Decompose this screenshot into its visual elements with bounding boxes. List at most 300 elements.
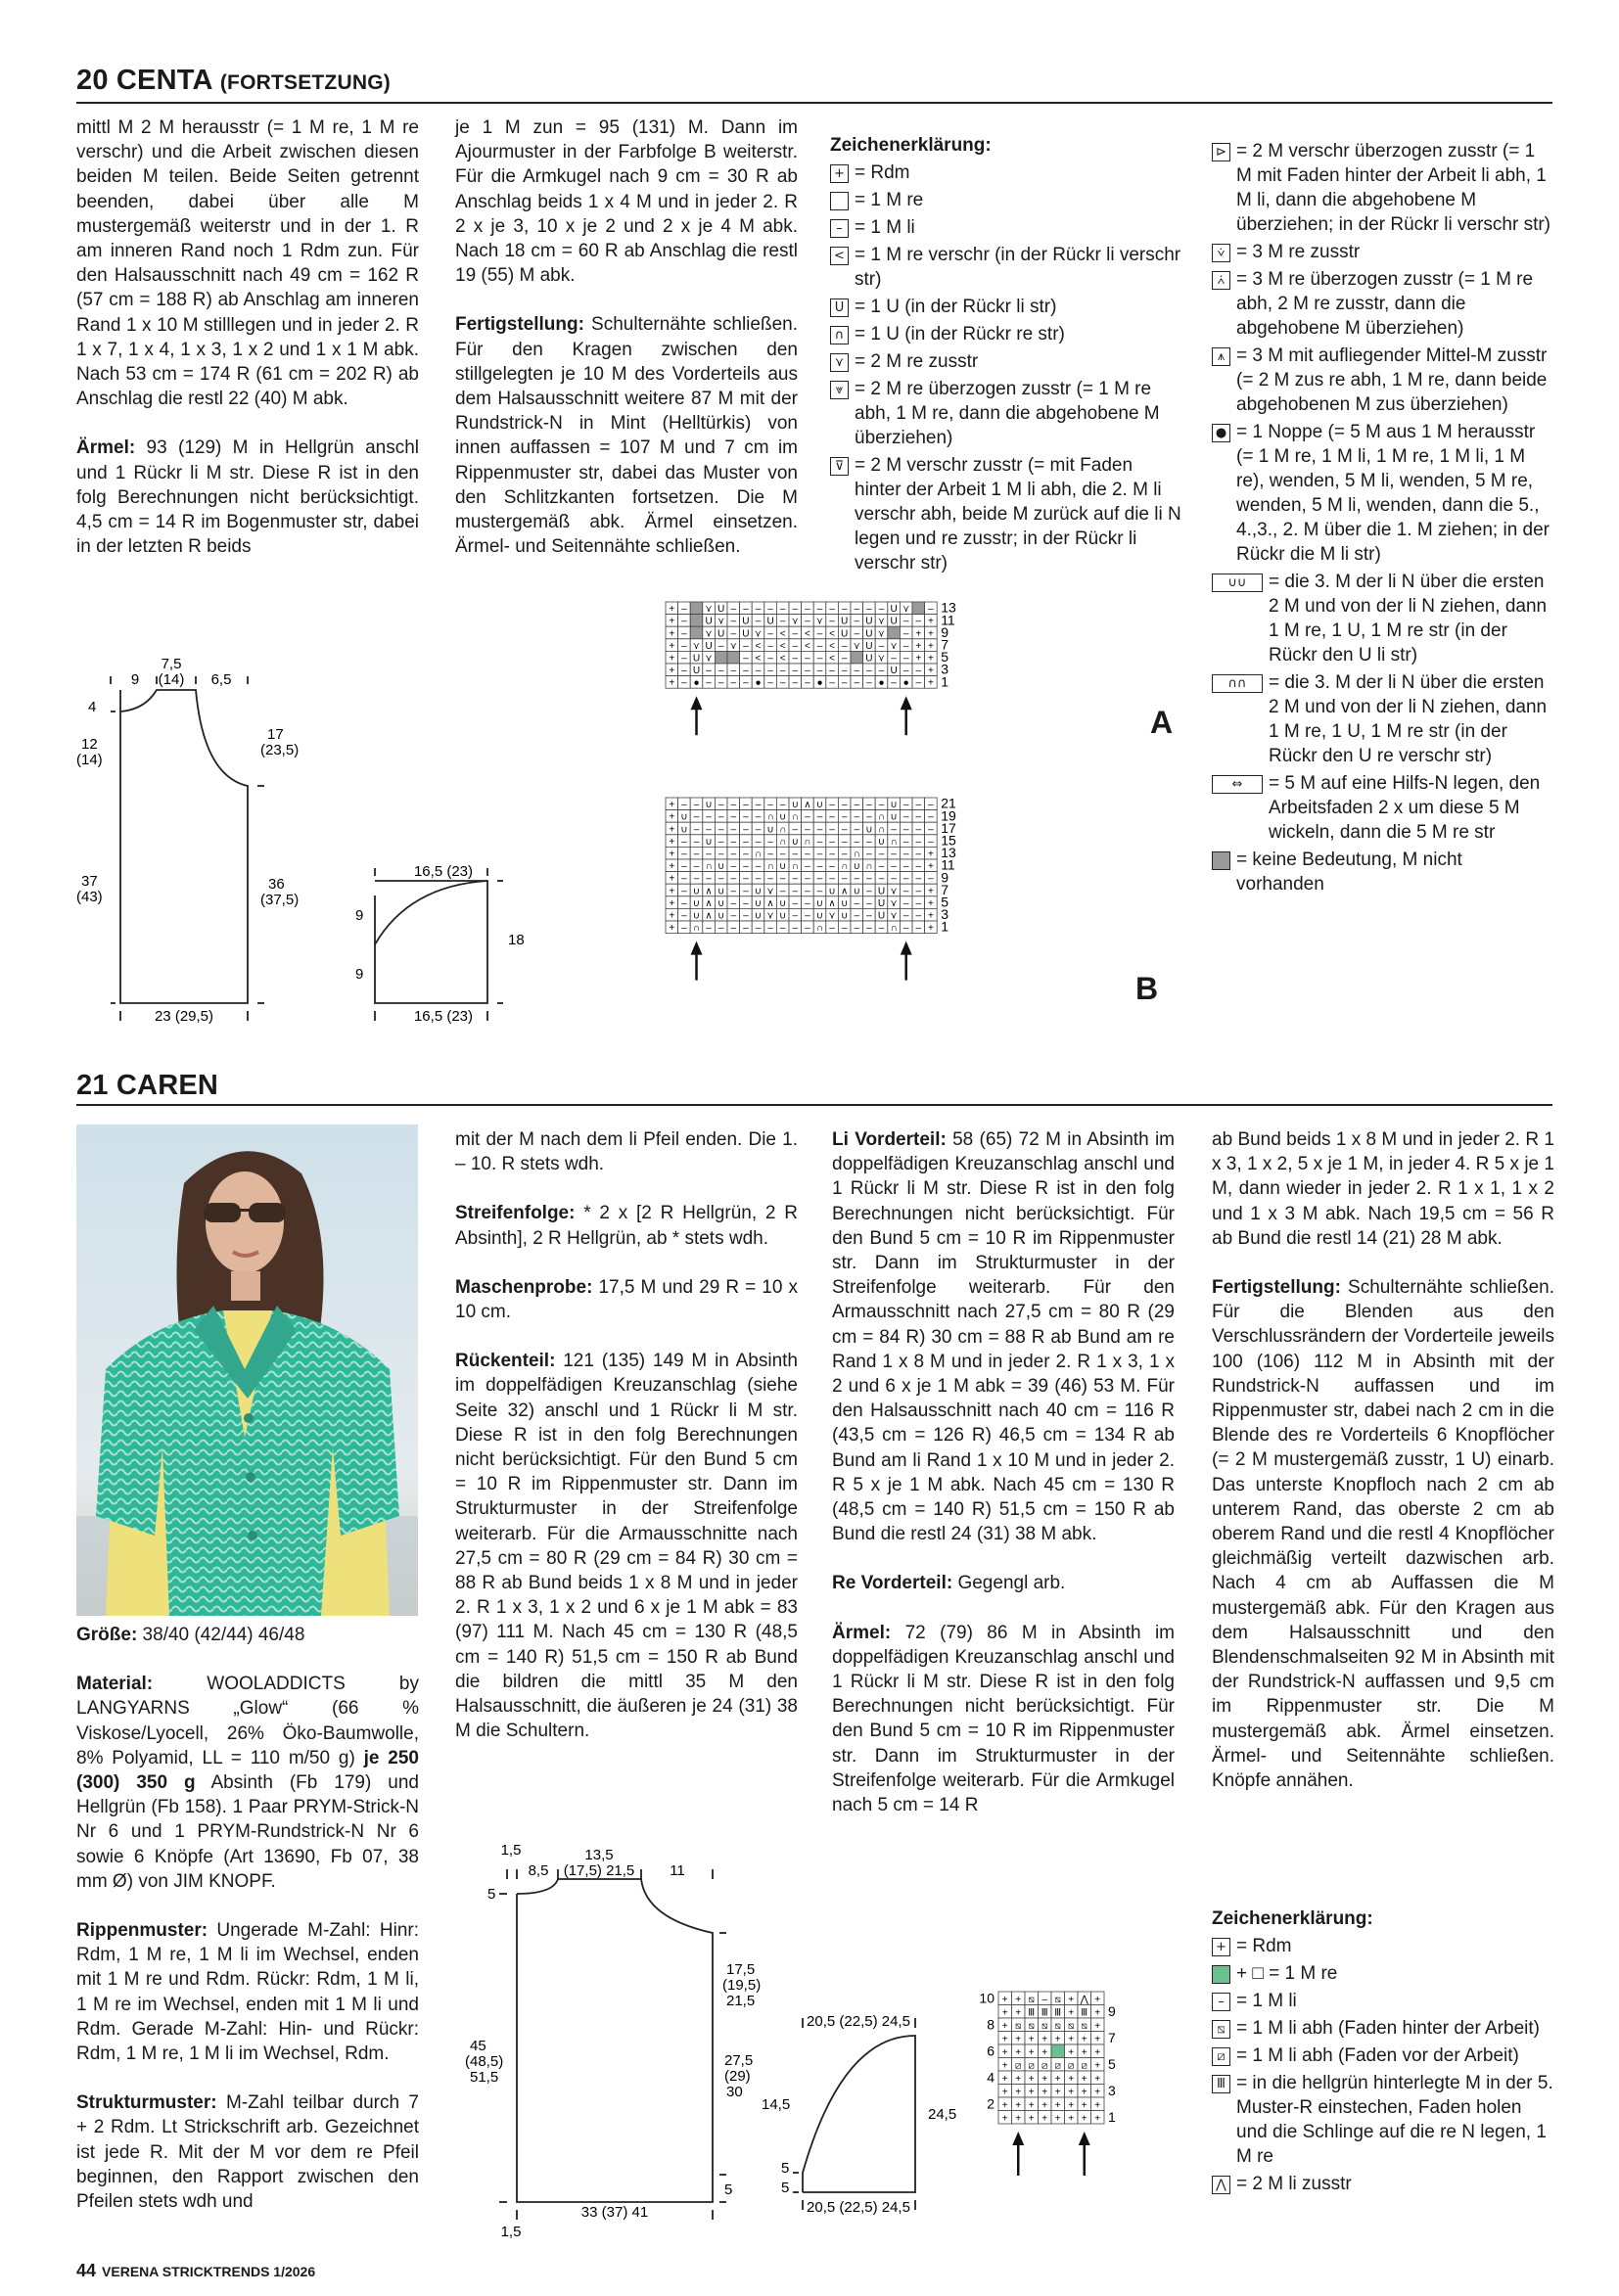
chart-symbol: ∩	[766, 861, 774, 873]
label-rippenmuster: Rippenmuster:	[76, 1920, 208, 1942]
chart-symbol: U	[705, 640, 713, 652]
legend-item-text: + □ = 1 M re	[1236, 1963, 1338, 1984]
chart-symbol: ∩	[779, 824, 787, 836]
legend-centa-left	[830, 135, 1182, 578]
chart-symbol: ⧅	[1054, 2020, 1061, 2032]
chart-symbol: –	[717, 824, 724, 836]
chart-symbol: +	[1001, 2113, 1008, 2125]
chart-symbol: ∪	[828, 886, 836, 897]
chart-symbol: –	[841, 849, 848, 860]
chart-symbol: –	[866, 604, 872, 616]
legend-item	[1212, 2016, 1554, 2041]
chart-symbol: –	[866, 800, 872, 811]
chart-symbol: ∩	[766, 811, 774, 823]
wrap-icon: ⇔	[1212, 775, 1263, 794]
repeat-arrow-head	[1079, 2132, 1090, 2145]
chart-symbol: –	[915, 897, 922, 909]
chart-symbol: –	[681, 861, 687, 873]
chart-symbol: U	[865, 640, 873, 652]
chart-a-label: A	[1150, 705, 1174, 740]
chart-symbol: –	[915, 910, 922, 922]
dim-top-neck: 7,5	[161, 656, 182, 672]
dim21-bottom: 33 (37) 41	[580, 2204, 649, 2221]
repeat-arrow-head	[1012, 2132, 1024, 2145]
chart-symbol: +	[1094, 2099, 1101, 2111]
chart-symbol: –	[779, 677, 786, 689]
chart-symbol: –	[730, 849, 737, 860]
chart-symbol: +	[1068, 1994, 1075, 2005]
chart-symbol: ∧	[705, 897, 713, 909]
chart-symbol: ⧄	[1028, 2060, 1035, 2072]
chart-symbol: –	[779, 849, 786, 860]
chart-row-label: 3	[941, 906, 948, 923]
chart-symbol: –	[693, 824, 700, 836]
chart-symbol: <	[755, 640, 762, 652]
chart-symbol: –	[693, 849, 700, 860]
chart-symbol: –	[767, 604, 773, 616]
chart-symbol: +	[1041, 2087, 1048, 2098]
dim-side-right-alt: (37,5)	[260, 892, 300, 908]
chart-symbol: +	[669, 910, 675, 922]
chart-symbol: –	[743, 897, 749, 909]
chart-symbol: –	[866, 923, 872, 935]
dim21-t3: 8,5	[528, 1862, 549, 1879]
chart-symbol: –	[816, 628, 823, 640]
chart-symbol: –	[717, 640, 724, 652]
chart-symbol: –	[730, 616, 737, 627]
chart-symbol: <	[779, 640, 786, 652]
chart-cell	[715, 651, 727, 664]
chart-symbol: –	[866, 811, 872, 823]
chart-symbol: –	[730, 666, 737, 677]
loop-icon: Ⅲ	[1212, 2075, 1230, 2093]
chart-symbol: –	[816, 666, 823, 677]
chart-symbol: ∩	[779, 836, 787, 848]
material-text-2: Absinth (Fb 179) und Hellgrün (Fb 158). 1 Paar PRYM-Strick-N Nr 6 und 1 PRYM-Rundstrick-N Nr 6 sowie 6 Knöpfe (Art 13690, Fb 07, 38 mm Ø) von JIM KNOPF.	[76, 1772, 419, 1892]
chart-symbol: ⋎	[766, 886, 774, 897]
dim21-left1: 45	[470, 2038, 486, 2054]
centa-body-outline	[120, 690, 248, 1003]
chart-symbol: ⋎	[815, 616, 824, 627]
chart-symbol: –	[902, 811, 909, 823]
label-size: Größe:	[76, 1625, 138, 1645]
chart-symbol: –	[767, 677, 773, 689]
chart-symbol: ∪	[717, 897, 725, 909]
p2tog-icon: ⋀	[1212, 2176, 1230, 2194]
chart-symbol: +	[927, 628, 934, 640]
legend-item	[1212, 344, 1554, 417]
page-footer	[76, 2261, 315, 2281]
chart-symbol: –	[902, 849, 909, 860]
page-number: 44	[76, 2261, 97, 2280]
chart-symbol: –	[915, 836, 922, 848]
chart-symbol: –	[792, 666, 799, 677]
chart-symbol: +	[1081, 2046, 1087, 2058]
chart-symbol: –	[816, 640, 823, 652]
chart-symbol: <	[829, 628, 836, 640]
chart-symbol: –	[854, 666, 860, 677]
sk2p-icon: ⩑	[1212, 271, 1230, 290]
chart-symbol: ∩	[890, 923, 898, 935]
legend-item-text: = 2 M li zusstr	[1236, 2174, 1352, 2194]
cross-right-icon: ∩∩	[1212, 674, 1263, 693]
legend-item	[1212, 2172, 1554, 2196]
chart-symbol: –	[755, 800, 762, 811]
chart-symbol: –	[902, 910, 909, 922]
dim-top-neck-alt: (14)	[158, 671, 185, 688]
legend-item	[830, 215, 1182, 240]
chart-symbol: U	[717, 628, 725, 640]
section-title-caren: 21 CAREN	[76, 1070, 219, 1101]
chart-symbol: +	[1028, 2087, 1035, 2098]
chart-symbol: +	[1015, 2113, 1022, 2125]
chart-symbol: –	[841, 677, 848, 689]
chart-symbol: –	[854, 897, 860, 909]
chart-symbol: –	[866, 666, 872, 677]
label-li-vorderteil: Li Vorderteil:	[832, 1129, 947, 1150]
chart-row-label-right: 3	[1108, 2082, 1116, 2098]
plus-box-icon: +	[830, 164, 849, 183]
chart-symbol: –	[743, 836, 749, 848]
chart-symbol: ⋎	[853, 640, 860, 652]
section-number: 20 CENTA	[76, 65, 212, 96]
chart-symbol: –	[706, 666, 712, 677]
legend-item	[1212, 670, 1554, 768]
chart-symbol: –	[854, 677, 860, 689]
chart-symbol: ∪	[815, 897, 824, 909]
chart-symbol: –	[878, 849, 885, 860]
chart-symbol: +	[1001, 2087, 1008, 2098]
chart-symbol: –	[902, 886, 909, 897]
chart-symbol: –	[792, 923, 799, 935]
chart-symbol: –	[829, 666, 835, 677]
green-box-icon	[1212, 1965, 1230, 1984]
chart-symbol: ⧅	[1028, 1994, 1035, 2005]
legend-item-text: = keine Bedeutung, M nicht vorhanden	[1236, 850, 1462, 895]
dim21-sleeve-5a: 5	[781, 2160, 790, 2177]
chart-symbol: Ⅲ	[1028, 2007, 1036, 2019]
chart-symbol: –	[717, 873, 724, 885]
centered-dec-icon: ⩚	[1212, 347, 1230, 366]
chart-symbol: –	[829, 861, 835, 873]
chart-symbol: U	[705, 616, 713, 627]
dim-side-left-alt: (43)	[76, 889, 103, 905]
chart-symbol: –	[717, 849, 724, 860]
dim-top-left: 9	[130, 671, 140, 688]
chart-row-label: 19	[941, 807, 956, 824]
chart-symbol: U	[841, 628, 849, 640]
caren-right-front	[832, 1571, 1175, 1595]
chart-symbol: U	[841, 616, 849, 627]
chart-symbol: ⋎	[890, 640, 898, 652]
caren-schematic-body	[460, 1840, 793, 2241]
chart-symbol: ⋎	[890, 886, 898, 897]
chart-symbol: –	[841, 653, 848, 665]
chart-symbol: ∪	[779, 861, 787, 873]
chart-symbol: –	[891, 677, 897, 689]
chart-symbol: –	[902, 824, 909, 836]
chart-symbol: –	[730, 628, 737, 640]
legend-item	[830, 453, 1182, 575]
chart-symbol: +	[669, 604, 675, 616]
centa-sleeve-cap	[375, 881, 487, 944]
chart-symbol: +	[669, 640, 675, 652]
legend-item	[1212, 267, 1554, 341]
dim-armhole: 17	[267, 726, 284, 743]
chart-cell	[1051, 2044, 1065, 2058]
chart-symbol: –	[767, 923, 773, 935]
chart-symbol: –	[854, 836, 860, 848]
chart-row-label-left: 2	[987, 2095, 995, 2112]
chart-symbol: ∪	[791, 836, 799, 848]
caren-sleeve-outline	[803, 2036, 915, 2192]
chart-symbol: +	[669, 923, 675, 935]
legend-item-text: = 1 U (in der Rückr re str)	[855, 324, 1065, 344]
caren-schematic-sleeve	[754, 1997, 979, 2231]
chart-symbol: –	[743, 640, 749, 652]
chart-symbol: –	[743, 910, 749, 922]
chart-symbol: ∪	[717, 886, 725, 897]
chart-symbol: –	[767, 628, 773, 640]
chart-symbol: –	[854, 923, 860, 935]
chart-symbol: –	[854, 873, 860, 885]
chart-symbol: +	[1068, 2113, 1075, 2125]
legend-item	[1212, 771, 1554, 845]
chart-symbol: +	[1081, 2034, 1087, 2045]
legend-item-text: = in die hellgrün hinterlegte M in der 5. Muster-R einstechen, Faden holen und die Schlinge auf die re N legen, 1 M re	[1236, 2073, 1553, 2167]
legend-item-text: = 2 M verschr zusstr (= mit Faden hinter der Arbeit 1 M li abh, die 2. M li verschr abh, beide M zurück auf die li N legen und re zusstr; in der Rückr li verschr str)	[855, 455, 1181, 574]
chart-symbol: +	[1041, 2099, 1048, 2111]
chart-symbol: +	[1041, 2034, 1048, 2045]
empty-box-icon	[830, 192, 849, 210]
chart-row-label: 13	[941, 845, 956, 861]
chart-symbol: ∩	[791, 861, 799, 873]
chart-symbol: ∪	[890, 800, 898, 811]
chart-row-label-left: 10	[979, 1990, 995, 2006]
chart-symbol: ∪	[841, 910, 849, 922]
legend-item	[830, 322, 1182, 346]
legend-caren	[1212, 1908, 1554, 2199]
caren-column-2	[455, 1127, 798, 1768]
centa-schematic	[76, 641, 595, 1033]
caren-finish	[1212, 1275, 1554, 1793]
chart-symbol: ⋎	[890, 910, 898, 922]
chart-symbol: –	[779, 886, 786, 897]
chart-symbol: –	[755, 861, 762, 873]
chart-symbol: –	[878, 800, 885, 811]
chart-symbol: ∪	[754, 897, 763, 909]
legend-item-text: = die 3. M der li N über die ersten 2 M und von der li N ziehen, dann 1 M re, 1 U, 1 M re str (in der Rückr den U re verschr str)	[1269, 672, 1548, 766]
armel-text: 93 (129) M in Hellgrün anschl und 1 Rückr li M str. Diese R ist in den folg Berechnungen nicht berücksichtigt. 4,5 cm = 14 R im Bogenmuster str, dabei in der letzten R beids	[76, 437, 419, 558]
caren-rib	[76, 1918, 419, 2066]
chart-symbol: ⋎	[754, 628, 763, 640]
chart-symbol: ∪	[779, 811, 787, 823]
chart-row-label-right: 7	[1108, 2029, 1116, 2045]
caren-left-front	[832, 1127, 1175, 1546]
k3tog-icon: ⩒	[1212, 244, 1230, 262]
chart-symbol: –	[743, 824, 749, 836]
repeat-arrow-head	[691, 696, 703, 710]
dim21-sleeve-5b: 5	[781, 2180, 790, 2196]
chart-symbol: +	[1001, 1994, 1008, 2005]
chart-symbol: –	[866, 677, 872, 689]
chart-row-label: 9	[941, 869, 948, 886]
chart-symbol: –	[730, 861, 737, 873]
caren-gauge	[455, 1275, 798, 1324]
chart-symbol: –	[792, 604, 799, 616]
chart-symbol: –	[878, 861, 885, 873]
chart-symbol: ∪	[815, 910, 824, 922]
chart-symbol: ⋀	[1080, 1994, 1088, 2005]
chart-symbol: –	[854, 616, 860, 627]
caren-size	[76, 1623, 419, 1647]
chart-symbol: +	[927, 897, 934, 909]
chart-symbol: +	[1081, 2073, 1087, 2085]
chart-symbol: ∩	[853, 849, 860, 860]
chart-symbol: ●	[902, 677, 909, 689]
chart-symbol: +	[927, 640, 934, 652]
legend-item-text: = 1 M li abh (Faden hinter der Arbeit)	[1236, 2018, 1540, 2039]
chart-symbol: +	[915, 628, 922, 640]
chart-row-label-left: 8	[987, 2016, 995, 2033]
chart-symbol: +	[669, 628, 675, 640]
chart-symbol: ●	[816, 677, 823, 689]
chart-symbol: –	[730, 836, 737, 848]
chart-symbol: –	[681, 653, 687, 665]
chart-symbol: +	[927, 910, 934, 922]
dim21-arm3: 21,5	[726, 1993, 756, 2009]
chart-cell	[690, 615, 703, 627]
chart-symbol: –	[730, 923, 737, 935]
legend-item-text: = 1 M li abh (Faden vor der Arbeit)	[1236, 2045, 1519, 2066]
chart-symbol: <	[829, 640, 836, 652]
chart-symbol: –	[792, 824, 799, 836]
chart-symbol: –	[743, 861, 749, 873]
chart-symbol: –	[681, 849, 687, 860]
chart-symbol: ●	[693, 677, 700, 689]
legend-centa-right	[1212, 139, 1554, 899]
chart-symbol: Ⅲ	[1054, 2007, 1062, 2019]
chart-symbol: ⋎	[692, 640, 701, 652]
chart-symbol: +	[1015, 2087, 1022, 2098]
chart-symbol: –	[681, 897, 687, 909]
chart-symbol: –	[915, 861, 922, 873]
chart-symbol: –	[792, 873, 799, 885]
chart-symbol: –	[717, 800, 724, 811]
chart-symbol: +	[669, 653, 675, 665]
centa-paragraph-finish	[455, 312, 798, 559]
chart-symbol: –	[681, 910, 687, 922]
chart-symbol: +	[927, 849, 934, 860]
chart-symbol: –	[878, 923, 885, 935]
chart-symbol: ∩	[877, 824, 886, 836]
chart-symbol: +	[1041, 2113, 1048, 2125]
chart-symbol: –	[915, 811, 922, 823]
chart-symbol: –	[915, 800, 922, 811]
chart-symbol: +	[1001, 2046, 1008, 2058]
chart-symbol: –	[681, 604, 687, 616]
legend-item	[1212, 139, 1554, 237]
chart-symbol: –	[681, 886, 687, 897]
dim21-bottom-small: 1,5	[500, 2224, 522, 2240]
chart-symbol: –	[854, 628, 860, 640]
material-amount: je 250 (300) 350 g	[76, 1747, 419, 1794]
chart-cell	[912, 602, 925, 615]
chart-symbol: –	[902, 640, 909, 652]
chart-symbol: +	[1094, 2020, 1101, 2032]
chart-symbol: –	[841, 800, 848, 811]
chart-symbol: –	[866, 910, 872, 922]
chart-symbol: –	[730, 604, 737, 616]
chart-symbol: –	[693, 873, 700, 885]
chart-symbol: –	[829, 873, 835, 885]
chart-symbol: +	[1015, 2099, 1022, 2111]
chart-symbol: –	[792, 910, 799, 922]
chart-row-label-right: 5	[1108, 2055, 1116, 2072]
streifen-text: * 2 x [2 R Hellgrün, 2 R Absinth], 2 R Hellgrün, ab * stets wdh.	[455, 1203, 798, 1249]
legend-title: Zeichenerklärung:	[830, 135, 992, 156]
chart-symbol: –	[767, 873, 773, 885]
chart-symbol: –	[915, 666, 922, 677]
dash-box-icon: –	[830, 219, 849, 238]
chart-symbol: +	[1068, 2046, 1075, 2058]
chart-symbol: –	[805, 653, 810, 665]
chart-symbol: –	[878, 873, 885, 885]
twist-dec-icon: ⊽	[830, 457, 849, 476]
chart-symbol: –	[706, 811, 712, 823]
chart-symbol: +	[669, 800, 675, 811]
chart-symbol: –	[866, 849, 872, 860]
chart-symbol: –	[743, 873, 749, 885]
chart-symbol: –	[902, 628, 909, 640]
chart-symbol: –	[816, 849, 823, 860]
chart-symbol: –	[891, 824, 897, 836]
dim21-left3: 51,5	[470, 2069, 499, 2086]
chart-symbol: <	[804, 640, 810, 652]
chart-symbol: ⧄	[1041, 2060, 1048, 2072]
centa-column-2	[455, 115, 798, 583]
chart-symbol: –	[730, 811, 737, 823]
chart-row-label: 21	[941, 795, 956, 811]
chart-symbol: –	[767, 653, 773, 665]
chart-symbol: –	[902, 653, 909, 665]
chart-symbol: ∪	[865, 824, 873, 836]
armel-caren-text: 72 (79) 86 M in Absinth im doppelfädigen Kreuzanschlag anschl und 1 Rückr li M str. Diese R ist in den folg Berechnungen nicht berücksichtigt. Für den Bund 5 cm = 10 R im Rippenmuster str. Dann im Strukturmuster in der Streifenfolge weiterarb. Für die Armkugel nach 5 cm = 14 R	[832, 1622, 1175, 1816]
dim-neck-height-alt: (14)	[76, 752, 103, 768]
chart-symbol: –	[816, 873, 823, 885]
chart-row-label-right: 9	[1108, 2002, 1116, 2019]
chart-symbol: –	[891, 653, 897, 665]
chart-symbol: <	[829, 653, 836, 665]
chart-symbol: U	[742, 628, 750, 640]
fertigstellung-text: Schulternähte schließen. Für den Kragen zwischen den stillgelegten je 10 M des Vorderteils aus dem Halsausschnitt weitere 87 M mit der Rundstrick-N in Mint (Helltürkis) von innen auffassen = 107 M und 7 cm im Rippenmuster str, dabei das Muster von den Schlitzkanten fortsetzen. Die M mustergemäß abk. Ärmel einsetzen. Ärmel- und Seitennähte schließen.	[455, 314, 798, 558]
chart-symbol: +	[1054, 2113, 1061, 2125]
chart-symbol: +	[1094, 2007, 1101, 2019]
dim-bottom: 23 (29,5)	[154, 1008, 214, 1025]
legend-item-text: = Rdm	[855, 162, 910, 183]
chart-symbol: –	[866, 886, 872, 897]
dim21-t5: 11	[670, 1862, 685, 1879]
chart-symbol: U	[865, 628, 873, 640]
plus-box-icon: +	[1212, 1938, 1230, 1956]
chart-symbol: –	[841, 604, 848, 616]
legend-item	[830, 295, 1182, 319]
chart-symbol: +	[1015, 2034, 1022, 2045]
dash-box-icon: –	[1212, 1993, 1230, 2011]
chart-symbol: –	[755, 811, 762, 823]
chart-symbol: +	[1015, 1994, 1022, 2005]
chart-symbol: –	[706, 849, 712, 860]
